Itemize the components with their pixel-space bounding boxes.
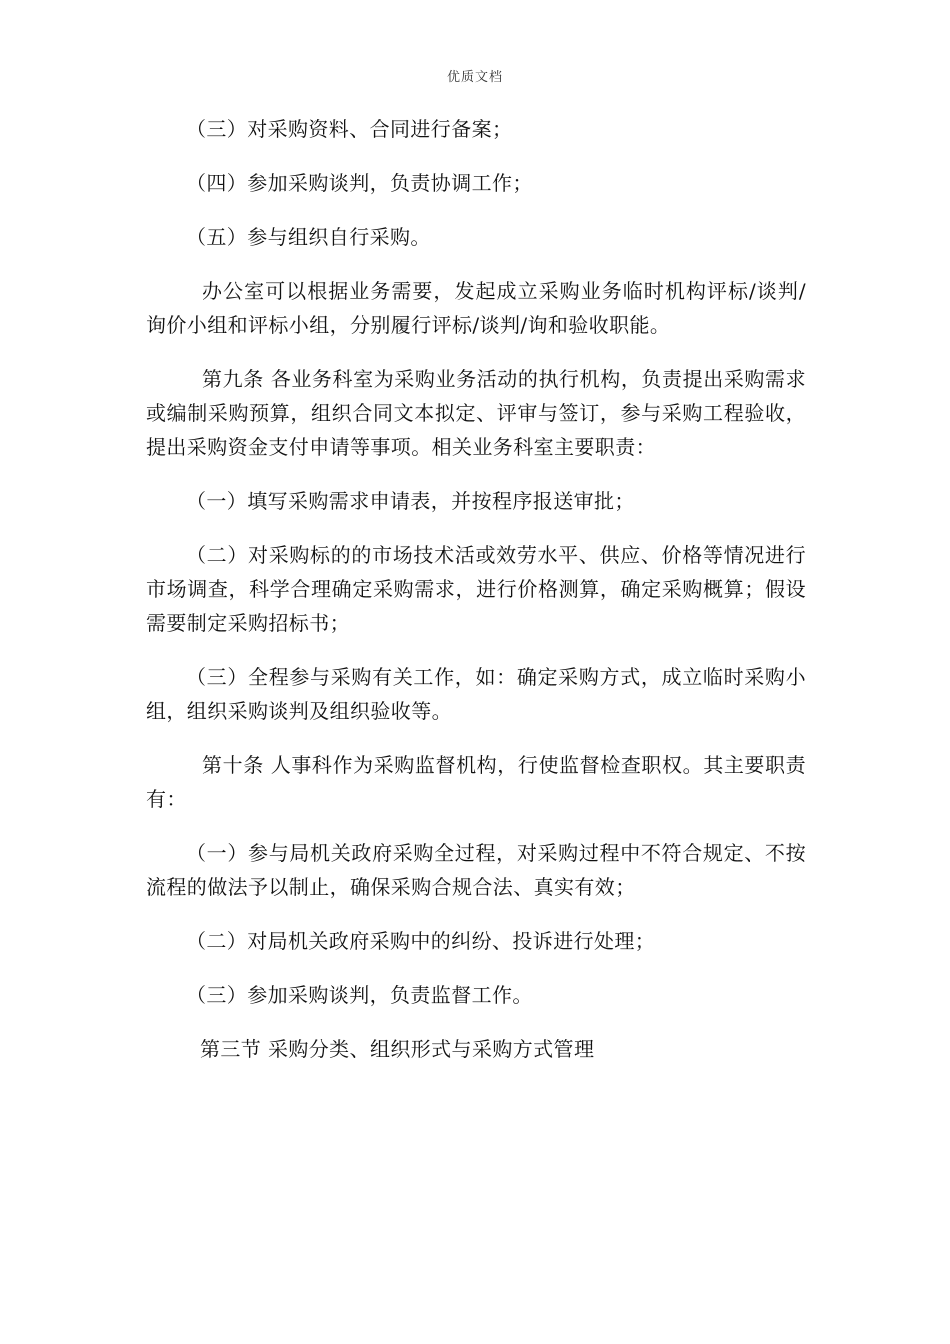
document-body (146, 112, 806, 1066)
paragraph-article-10: 第十条 人事科作为采购监督机构，行使监督检查职权。其主要职责有： (146, 753, 806, 811)
paragraph-office-temporary-groups: 办公室可以根据业务需要，发起成立采购业务临时机构评标/谈判/询价小组和评标小组，分别履行评标/谈判/询和验收职能。 (146, 279, 806, 337)
paragraph-duty-2: （二）对采购标的的市场技术活或效劳水平、供应、价格等情况进行市场调查，科学合理确定采购需求，进行价格测算，确定采购概算；假设需要制定采购招标书； (146, 543, 806, 635)
paragraph-supervision-2: （二）对局机关政府采购中的纠纷、投诉进行处理； (186, 929, 656, 953)
paragraph-supervision-3: （三）参加采购谈判，负责监督工作。 (186, 983, 533, 1007)
paragraph-duty-3: （三）全程参与采购有关工作，如：确定采购方式，成立临时采购小组，组织采购谈判及组织验收等。 (146, 665, 806, 723)
paragraph-supervision-1: （一）参与局机关政府采购全过程，对采购过程中不符合规定、不按流程的做法予以制止，确保采购合规合法、真实有效； (146, 841, 806, 899)
paragraph-article-9: 第九条 各业务科室为采购业务活动的执行机构，负责提出采购需求或编制采购预算，组织合同文本拟定、评审与签订，参与采购工程验收，提出采购资金支付申请等事项。相关业务科室主要职责： (146, 367, 806, 459)
page-header: 优质文档 (446, 70, 503, 85)
paragraph-item-3: （三）对采购资料、合同进行备案； (186, 117, 513, 141)
paragraph-item-4: （四）参加采购谈判，负责协调工作； (186, 171, 533, 195)
paragraph-duty-1: （一）填写采购需求申请表，并按程序报送审批； (186, 489, 635, 513)
paragraph-item-5: （五）参与组织自行采购。 (186, 225, 431, 249)
section-heading: 第三节 采购分类、组织形式与采购方式管理 (200, 1037, 595, 1061)
